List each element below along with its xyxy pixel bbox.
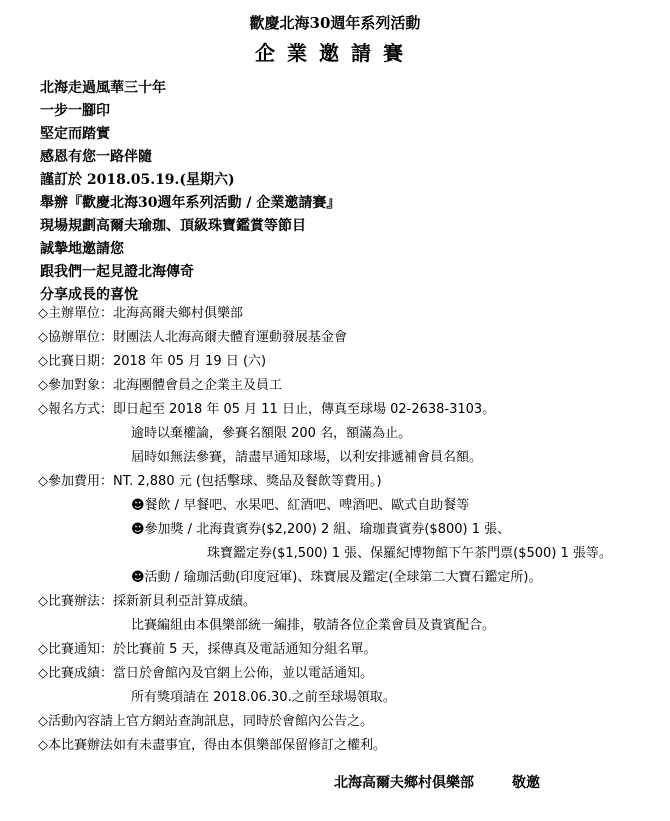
detail-fee-prizes: ☻參加獎 / 北海貴賓券($2,200) 2 組、瑜珈貴賓券($800) 1 張、: [131, 522, 511, 537]
detail-date: ◇比賽日期：2018 年 05 月 19 日 (六): [38, 354, 267, 369]
detail-fee-prizes-cont: 珠寶鑑定券($1,500) 1 張、保羅紀博物館下午茶門票($500) 1 張等。: [207, 546, 612, 561]
intro-line: 跟我們一起見證北海傳奇: [40, 264, 194, 280]
detail-results-note: 所有獎項請在 2018.06.30.之前至球場領取。: [131, 690, 396, 705]
intro-line: 感恩有您一路伴隨: [40, 149, 152, 165]
detail-scoring-note: 比賽編組由本俱樂部統一編排，敬請各位企業會員及貴賓配合。: [131, 618, 496, 633]
intro-line: 堅定而踏實: [40, 126, 110, 142]
intro-line: 誠摯地邀請您: [40, 241, 124, 257]
event-title: 企業邀請賽: [255, 41, 415, 65]
intro-line: 北海走過風華三十年: [40, 80, 166, 96]
intro-line-date: 謹訂於 2018.05.19.(星期六): [40, 172, 235, 188]
detail-scoring: ◇比賽辦法：採新新貝利亞計算成績。: [38, 594, 256, 609]
detail-co-organizer: ◇協辦單位：財團法人北海高爾夫體育運動發展基金會: [38, 330, 347, 345]
detail-fee: ◇參加費用：NT. 2,880 元 (包括擊球、獎品及餐飲等費用。): [38, 474, 382, 489]
intro-line: 分享成長的喜悅: [40, 287, 138, 303]
detail-notification: ◇比賽通知：於比賽前 5 天，採傳真及電話通知分組名單。: [38, 642, 377, 657]
detail-rights-note: ◇本比賽辦法如有未盡事宜，得由本俱樂部保留修訂之權利。: [38, 738, 386, 753]
signature-closing: 敬邀: [512, 775, 540, 791]
detail-registration-note: 屆時如無法參賽，請盡早通知球場，以利安排遞補會員名額。: [131, 450, 483, 465]
signature-club: 北海高爾夫鄉村俱樂部: [334, 775, 474, 791]
detail-eligibility: ◇參加對象：北海團體會員之企業主及員工: [38, 378, 282, 393]
signature: [334, 772, 540, 792]
detail-organizer: ◇主辦單位：北海高爾夫鄉村俱樂部: [38, 306, 243, 321]
detail-fee-dining: ☻餐飲 / 早餐吧、水果吧、紅酒吧、啤酒吧、歐式自助餐等: [131, 498, 470, 513]
detail-fee-activities: ☻活動 / 瑜珈活動(印度冠軍)、珠寶展及鑑定(全球第二大寶石鑑定所)。: [131, 570, 542, 585]
detail-website-note: ◇活動內容請上官方網站查詢訊息，同時於會館內公告之。: [38, 714, 373, 729]
intro-line-event: 舉辦『歡慶北海30週年系列活動 / 企業邀請賽』: [40, 195, 341, 211]
detail-registration: ◇報名方式：即日起至 2018 年 05 月 11 日止，傳真至球場 02-2638-3103。: [38, 402, 496, 417]
intro-line: 現場規劃高爾夫瑜珈、頂級珠寶鑑賞等節目: [40, 218, 306, 234]
intro-line: 一步一腳印: [40, 103, 110, 119]
detail-results: ◇比賽成績：當日於會館內及官網上公佈，並以電話通知。: [38, 666, 373, 681]
event-subtitle: 歡慶北海30週年系列活動: [249, 14, 421, 32]
detail-registration-note: 逾時以棄權論，參賽名額限 200 名，額滿為止。: [131, 426, 412, 441]
